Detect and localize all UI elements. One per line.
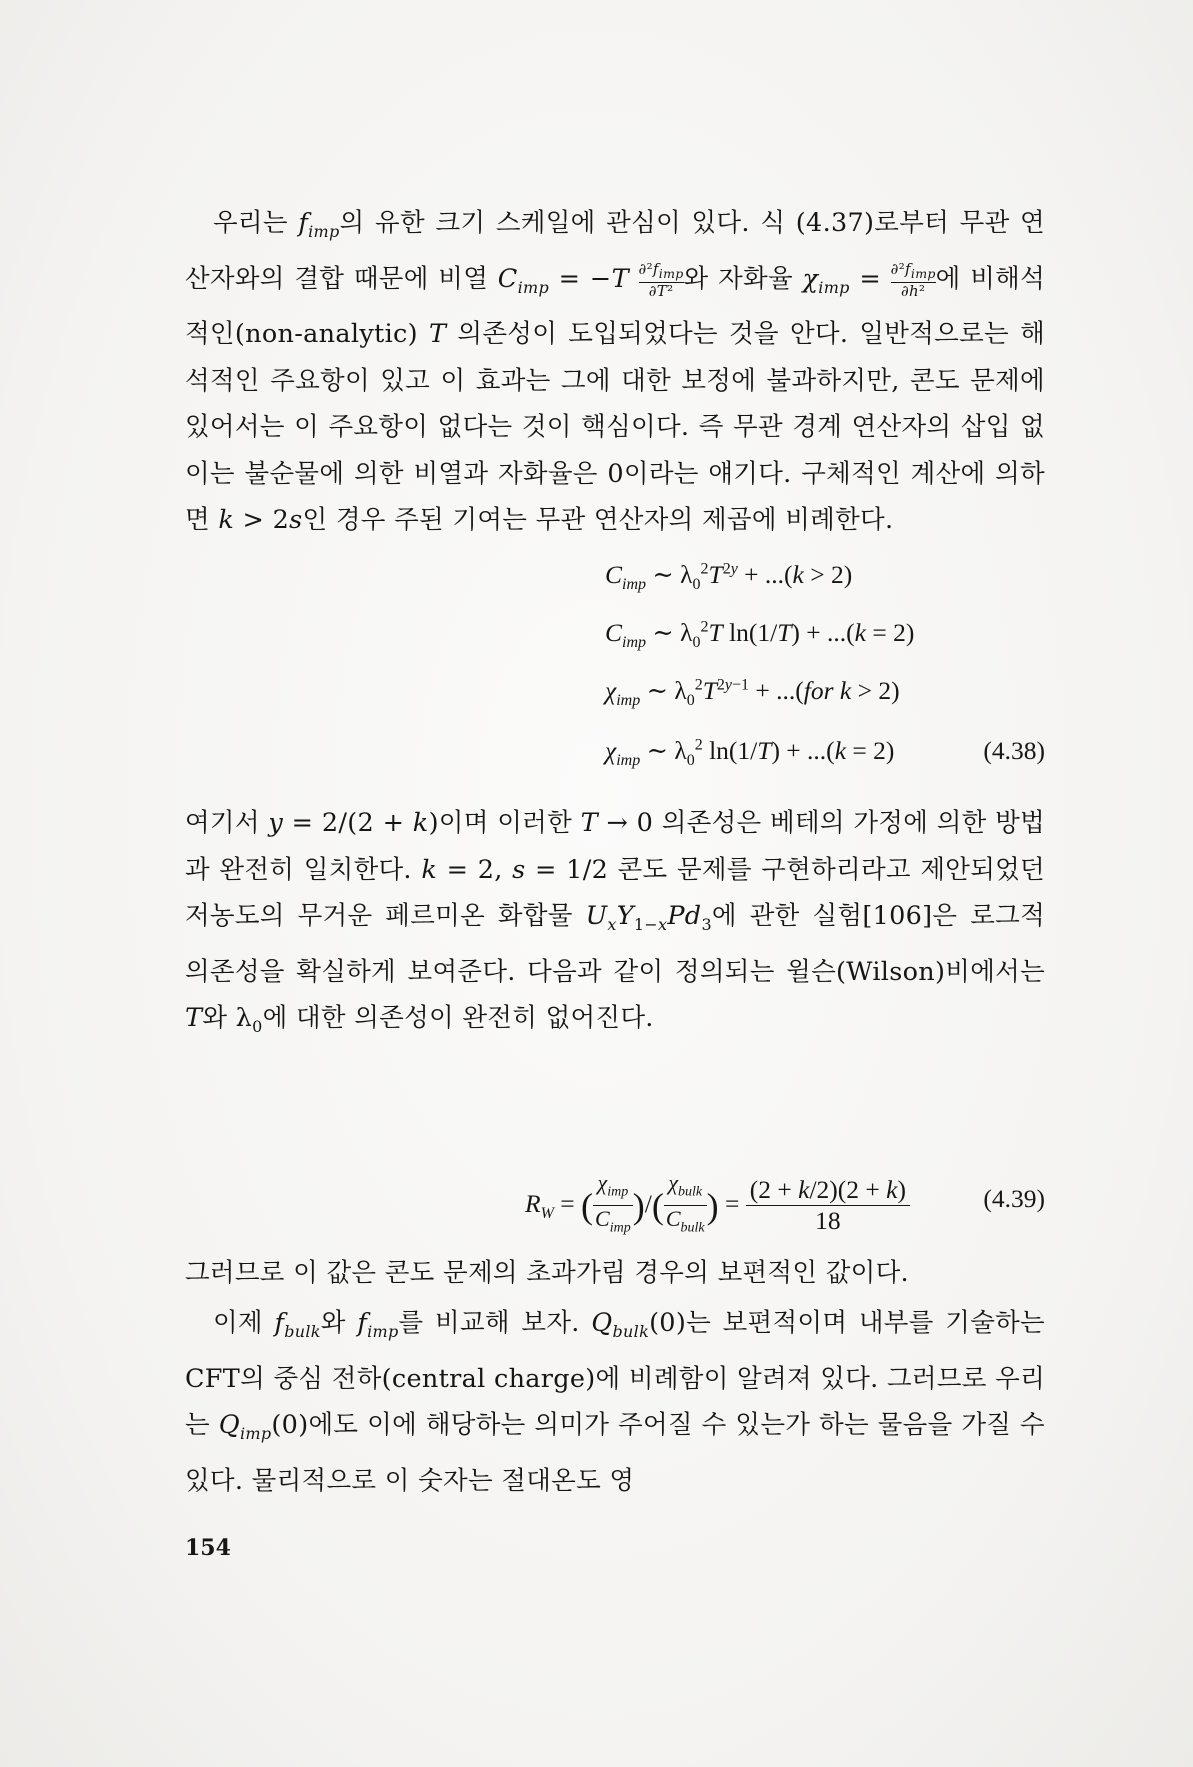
equation-1: $C_{imp}$ ∼ $\lambda_0^2T^{2y} + ...(k > 2)$ bbox=[605, 560, 853, 594]
paragraph-4 bbox=[185, 1300, 1045, 1504]
paragraph-1-text: 우리는 $f_{imp}$의 유한 크기 스케일에 관심이 있다. 식 (4.37)로부터 무관 연산자와의 결합 때문에 비열 $C_{imp} = -T$ $\partial^2f_{imp}$ ∂T² 와 자화율 $\chi_{imp}$ = $\partial^2f_{imp}$ ∂h² 에 비해석적인(non-analytic) T 의존성이 도입되었다는 것을 안다. 일반적으로는 해석적인 주요항이 있고 이 효과는 그에 대한 보정에 불과하지만, 콘도 문제에 있어서는 이 주요항이 없다는 것이 핵심이다. 즉 무관 경계 연산자의 삽입 없이는 불순물에 의한 비열과 자화율은 0이라는 얘기다. 구체적인 계산에 의하면 k > 2s인 경우 주된 기여는 무관 연산자의 제곱에 비례한다. bbox=[185, 208, 1046, 536]
paragraph-3-text: 그러므로 이 값은 콘도 문제의 초과가림 경우의 보편적인 값이다. bbox=[185, 1258, 909, 1288]
equation-number-4-38: (4.38) bbox=[983, 736, 1045, 765]
equation-3: $\chi_{imp}$ ∼ $\lambda_0^2T^{2y-1} + ...(for$ k > 2) bbox=[605, 676, 900, 710]
paragraph-4-text: 이제 $f_{bulk}$와 $f_{imp}$를 비교해 보자. $Q_{bulk}(0)$는 보편적이며 내부를 기술하는 CFT의 중심 전하(central charge)에 비례함이 알려져 있다. 그러므로 우리는 $Q_{imp}(0)$에도 이에 해당하는 의미가 주어질 수 있는가 하는 물음을 가질 수 있다. 물리적으로 이 숫자는 절대온도 영 bbox=[185, 1308, 1045, 1496]
equation-number-4-39: (4.39) bbox=[983, 1184, 1045, 1213]
paragraph-2-text: 여기서 y = 2/(2 + k)이며 이러한 T → 0 의존성은 베테의 가정에 의한 방법과 완전히 일치한다. k = 2, s = 1/2 콘도 문제를 구현하리라고 제안되었던 저농도의 무거운 페르미온 화합물 $U_xY_{1-x}Pd_3$에 관한 실험[106]은 로그적 의존성을 확실하게 보여준다. 다음과 같이 정의되는 윌슨(Wilson)비에서는 T와 $\lambda_0$에 대한 의존성이 완전히 없어진다. bbox=[185, 808, 1046, 1037]
paragraph-2 bbox=[185, 800, 1045, 1051]
page-number: 154 bbox=[185, 1535, 231, 1561]
equation-2: $C_{imp}$ ∼ $\lambda_0^2T$ ln(1/T) + ...(k = 2) bbox=[605, 618, 915, 652]
equation-4: $\chi_{imp}$ ∼ $\lambda_0^2$ ln(1/T) + ...(k = 2) bbox=[605, 736, 895, 770]
equation-line-5 bbox=[185, 1166, 1045, 1236]
paragraph-3 bbox=[185, 1250, 1045, 1297]
paragraph-1 bbox=[185, 200, 1045, 544]
equation-line-2 bbox=[185, 618, 1045, 664]
equation-line-1 bbox=[185, 560, 1045, 606]
equation-line-4 bbox=[185, 736, 1045, 782]
equation-5: $R_W$ = ( $\chi_{imp}$ $C_{imp}$ )/( $\chi_{bulk}$ $C_{bulk}$ ) = $\frac{(2 + k/2)(2 + k)}{18}$ bbox=[525, 1170, 910, 1242]
equation-line-3 bbox=[185, 676, 1045, 722]
